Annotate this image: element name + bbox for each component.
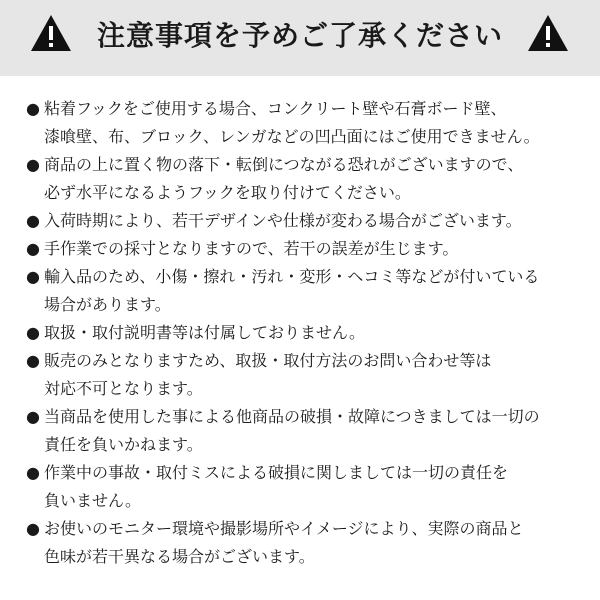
bullet: ●	[26, 407, 40, 426]
list-item	[26, 263, 586, 319]
list-item	[26, 95, 586, 151]
list-item	[26, 235, 586, 263]
list-item	[26, 403, 586, 459]
note-text: 取扱・取付説明書等は付属しておりません。	[44, 323, 365, 342]
note-text: 作業中の事故・取付ミスによる破損に関しましては一切の責任を 負いません。	[44, 463, 509, 510]
note-text: 輸入品のため、小傷・擦れ・汚れ・変形・ヘコミ等などが付いている 場合があります。	[44, 267, 540, 314]
page-title: 注意事項を予めご了承ください	[96, 19, 503, 52]
list-item	[26, 151, 586, 207]
note-text: 当商品を使用した事による他商品の破損・故障につきましては一切の 責任を負いかねます。	[44, 407, 540, 454]
bullet: ●	[26, 99, 40, 118]
bullet: ●	[26, 323, 40, 342]
bullet: ●	[26, 239, 40, 258]
note-text: 入荷時期により、若干デザインや仕様が変わる場合がございます。	[44, 211, 522, 230]
bullet: ●	[26, 463, 40, 482]
bullet: ●	[26, 267, 40, 286]
notice-list	[26, 95, 586, 571]
list-item	[26, 459, 586, 515]
note-text: 粘着フックをご使用する場合、コンクリート壁や石膏ボード壁、 漆喰壁、布、ブロック、レンガなどの凹凸面にはご使用できません。	[44, 99, 540, 146]
note-text: お使いのモニター環境や撮影場所やイメージにより、実際の商品と 色味が若干異なる場合がございます。	[44, 519, 524, 566]
note-text: 販売のみとなりますため、取扱・取付方法のお問い合わせ等は 対応不可となります。	[44, 351, 492, 398]
bullet: ●	[26, 351, 40, 370]
list-item	[26, 319, 586, 347]
bullet: ●	[26, 211, 40, 230]
list-item	[26, 347, 586, 403]
note-text: 商品の上に置く物の落下・転倒につながる恐れがございますので、 必ず水平になるようフックを取り付けてください。	[44, 155, 524, 202]
list-item	[26, 207, 586, 235]
warning-icon	[527, 14, 569, 52]
notice-header	[0, 0, 600, 76]
bullet: ●	[26, 155, 40, 174]
bullet: ●	[26, 519, 40, 538]
list-item	[26, 515, 586, 571]
note-text: 手作業での採寸となりますので、若干の誤差が生じます。	[44, 239, 459, 258]
warning-icon	[30, 14, 72, 52]
